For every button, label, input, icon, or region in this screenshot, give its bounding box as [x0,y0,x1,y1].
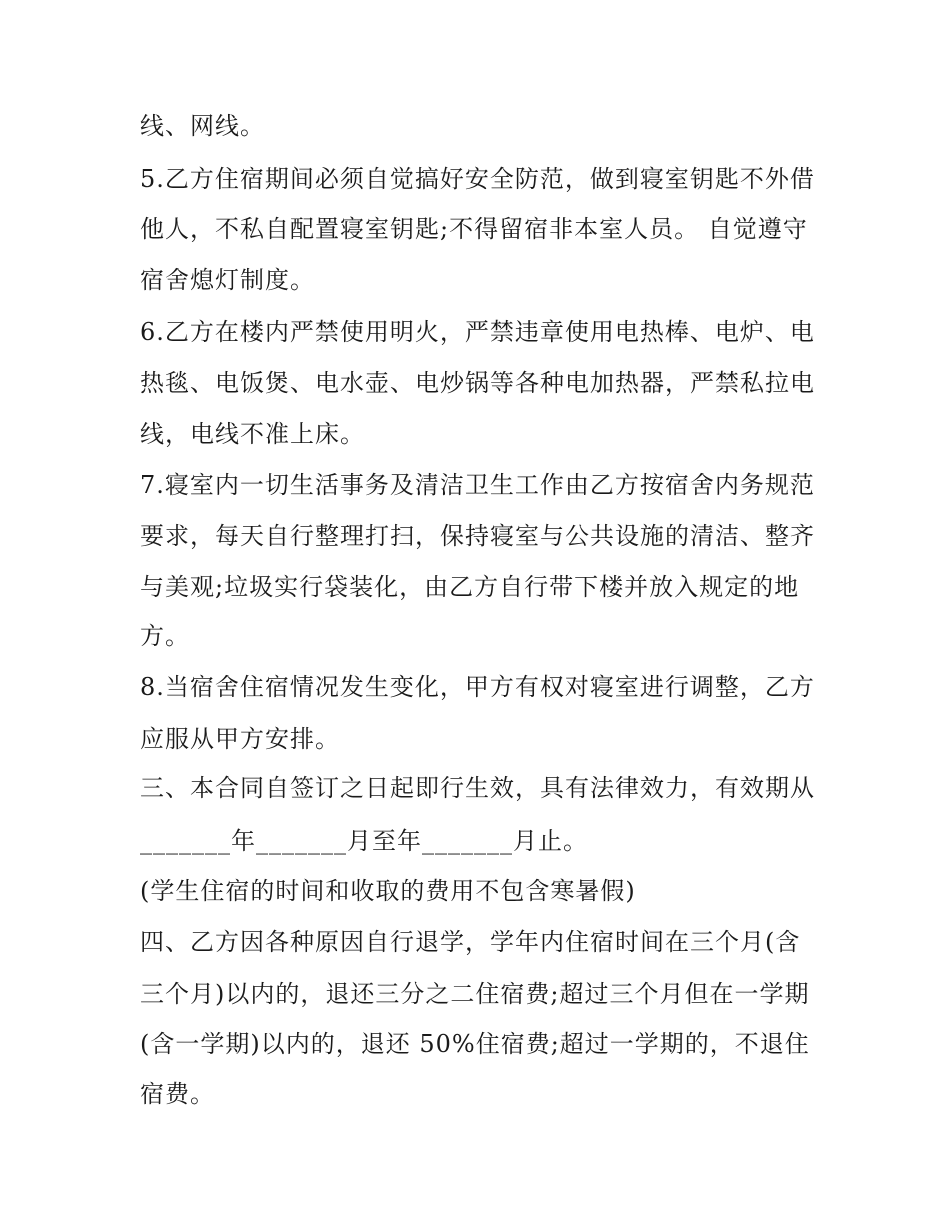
text-line: 三、本合同自签订之日起即行生效，具有法律效力，有效期从 [140,774,815,802]
text-line: 热毯、电饭煲、电水壶、电炒锅等各种电加热器，严禁私拉电 [140,369,815,397]
text-line: 三个月)以内的，退还三分之二住宿费;超过三个月但在一学期 [140,980,810,1008]
text-line: 要求，每天自行整理打扫，保持寝室与公共设施的清洁、整齐 [140,522,815,550]
text-line: 宿费。 [140,1080,215,1108]
text-line: (学生住宿的时间和收取的费用不包含寒暑假) [140,877,636,905]
text-line: 方。 [140,622,190,650]
text-line: 5.乙方住宿期间必须自觉搞好安全防范，做到寝室钥匙不外借 [140,165,815,193]
text-line: 8.当宿舍住宿情况发生变化，甲方有权对寝室进行调整，乙方 [140,673,815,701]
text-line: 他人，不私自配置寝室钥匙;不得留宿非本室人员。 自觉遵守 [140,215,808,243]
text-line: _______年_______月至年_______月止。 [140,827,588,855]
text-line: 线、网线。 [140,112,265,140]
text-line: 7.寝室内一切生活事务及清洁卫生工作由乙方按宿舍内务规范 [140,471,815,499]
text-line: 线，电线不准上床。 [140,420,365,448]
text-line: (含一学期)以内的，退还 50%住宿费;超过一学期的，不退住 [140,1030,810,1058]
text-line: 6.乙方在楼内严禁使用明火，严禁违章使用电热棒、电炉、电 [140,318,815,346]
text-line: 与美观;垃圾实行袋装化，由乙方自行带下楼并放入规定的地 [140,573,800,601]
text-line: 应服从甲方安排。 [140,725,340,753]
text-line: 宿舍熄灯制度。 [140,266,315,294]
text-line: 四、乙方因各种原因自行退学，学年内住宿时间在三个月(含 [140,928,801,956]
